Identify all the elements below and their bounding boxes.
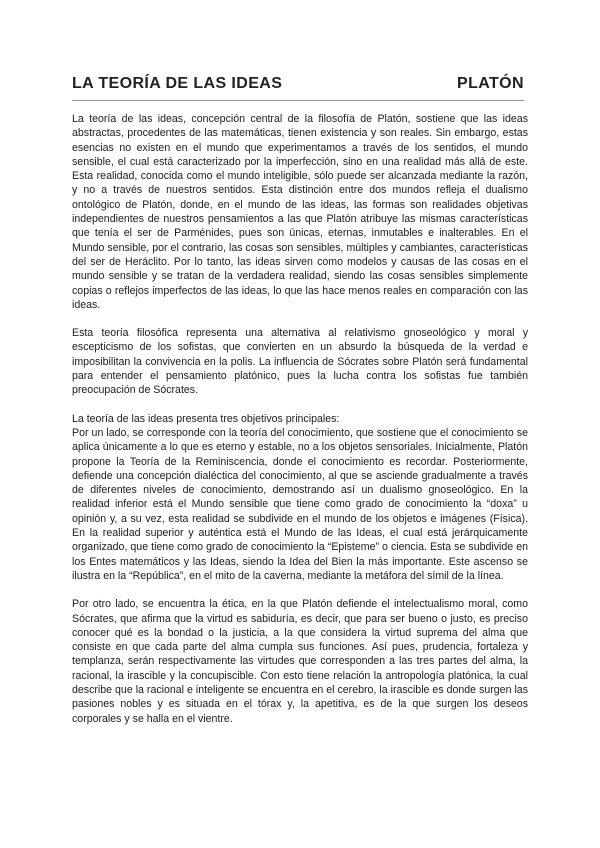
paragraph-theory-overview: La teoría de las ideas, concepción central de la filosofía de Platón, sostiene que las ideas abstractas, procedentes de las matemáticas, tienen existencia y son reales. Sin embargo, estas esencias no existen en el mundo que experimentamos a través de los sentidos, el mundo sensible, el cual está caracterizado por la imperfección, sino en una realidad más allá de este. Esta realidad, conocida como el mundo inteligible, sólo puede ser alcanzada mediante la razón, y no a través de nuestros sentidos. Esta distinción entre dos mundos refleja el dualismo ontológico de Platón, donde, en el mundo de las ideas, las formas son realidades objetivas independientes de nuestros pensamientos a las que Platón atribuye las mismas características que tenía el ser de Parménides, pues son únicas, eternas, inmutables e inalterables. En el Mundo sensible, por el contrario, las cosas son sensibles, múltiples y cambiantes, características del ser de Heráclito. Por lo tanto, las ideas sirven como modelos y causas de las cosas en el mundo sensible y se tratan de la verdadera realidad, siendo las cosas sensibles simplemente copias o reflejos imperfectos de las ideas, lo que las hace menos reales en comparación con las ideas. xyxy=(72,113,528,311)
document-author: PLATÓN xyxy=(457,75,524,92)
paragraph-objectives-intro: La teoría de las ideas presenta tres objetivos principales: xyxy=(72,412,340,425)
paragraph-spacer xyxy=(72,312,528,326)
paragraph-knowledge: Por un lado, se corresponde con la teoría del conocimiento, que sostiene que el conocimiento se aplica únicamente a lo que es eterno y estable, no a los objetos sensoriales. Inicialmente, Platón propone la Teoría de la Reminiscencia, donde el conocimiento es recordar. Posteriormente, defiende una concepción dialéctica del conocimiento, al que se asciende gradualmente a través de diferentes niveles de conocimiento, demostrando así un dualismo gnoseológico. En la realidad inferior está el Mundo sensible que tiene como grado de conocimiento la “doxa” u opinión y, a su vez, esta realidad se subdivide en el mundo de los objetos e imágenes (Física). En la realidad superior y auténtica está el Mundo de las Ideas, el cual está jerárquicamente organizado, que tiene como grado de conocimiento la “Episteme” o ciencia. Esta se subdivide en los Entes matemáticos y las Ideas, siendo la Idea del Bien la más importante. Este ascenso se ilustra en la “República”, en el mito de la caverna, mediante la metáfora del símil de la línea. xyxy=(72,426,528,582)
paragraph-sophists: Esta teoría filosófica representa una alternativa al relativismo gnoseológico y moral y escepticismo de los sofistas, que convierten en un absurdo la búsqueda de la verdad e imposibilitan la convivencia en la polis. La influencia de Sócrates sobre Platón será fundamental para entender el pensamiento platónico, pues la lucha contra los sofistas fue también preocupación de Sócrates. xyxy=(72,327,528,397)
document-body xyxy=(72,112,528,726)
paragraph-spacer xyxy=(72,398,528,412)
paragraph-ethics: Por otro lado, se encuentra la ética, en la que Platón defiende el intelectualismo moral, como Sócrates, que afirma que la virtud es sabiduría, es decir, que para ser bueno o justo, es preciso conocer qué es la bondad o la justicia, a la que considera la virtud suprema del alma que consiste en que cada parte del alma cumpla sus funciones. Así pues, prudencia, fortaleza y templanza, serán respectivamente las virtudes que corresponden a las tres partes del alma, la racional, la irascible y la concupiscible. Con esto tiene relación la antropología platónica, la cual describe que la racional e inteligente se encuentra en el cerebro, la irascible es donde surgen las pasiones nobles y es situada en el tórax y, la apetitiva, es de la que surgen los deseos corporales y se halla en el vientre. xyxy=(72,598,528,725)
document-title: LA TEORÍA DE LAS IDEAS xyxy=(72,75,283,92)
paragraph-spacer xyxy=(72,583,528,597)
document-header xyxy=(72,74,524,101)
